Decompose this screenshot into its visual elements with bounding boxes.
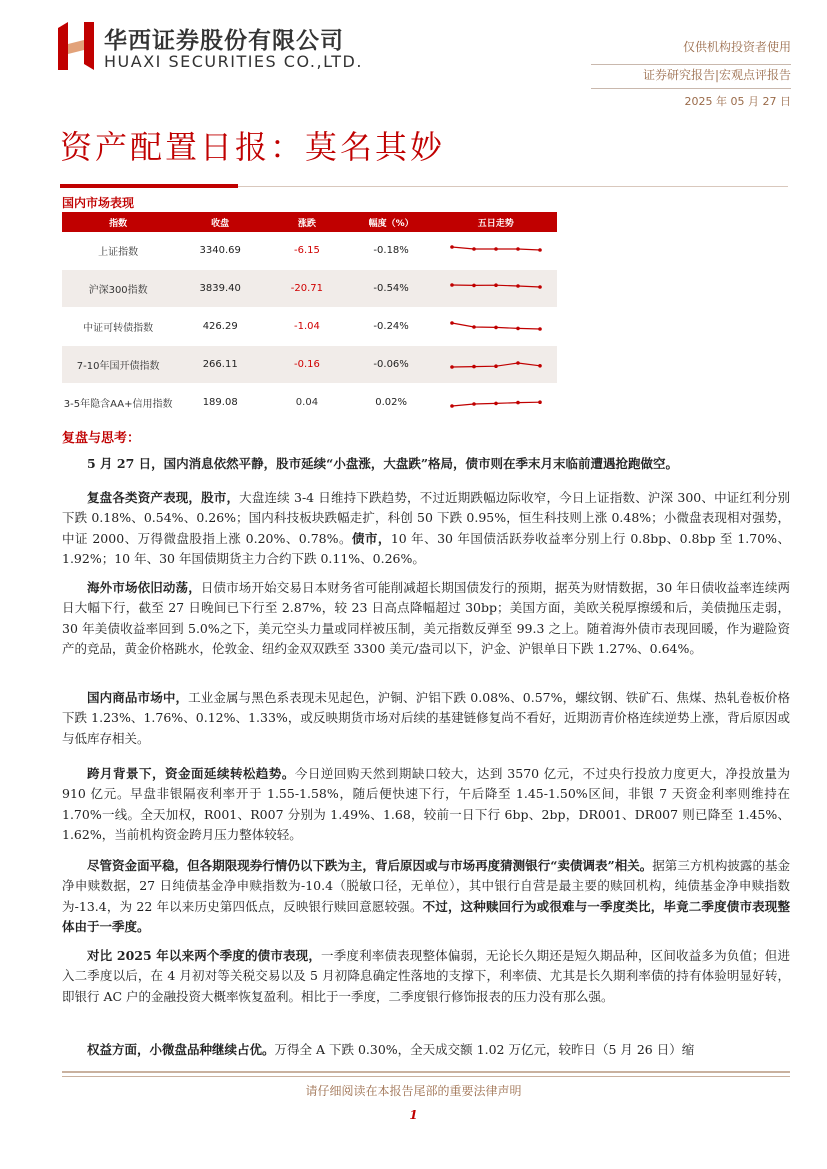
body-text: 万得全 A 下跌 0.30%，全天成交额 1.02 万亿元，较昨日（5 月 26 日）缩 [274,1042,695,1057]
header-divider [591,88,791,89]
table-row [62,346,557,384]
body-text: 一季度利率债表现整体偏弱，无论长久期还是短久期品种，区间收益多为负值；但进入二季度以后，在 4 月初对等关税交易以及 5 月初降息确定性落地的支撑下，利率债、尤其是长久期利率债的持有体验明显好转，即银行 AC 户的金融投资大概率恢复盈利。相比于一季度，二季度银行修饰报表的压力没有那么强。 [62,948,790,1004]
trend-point [538,327,542,331]
trend-point [516,361,520,365]
pct-value: -0.18% [348,232,435,270]
index-name: 中证可转债指数 [62,308,174,346]
trend-sparkline [448,281,544,297]
body-text: 日债市场开始交易日本财务省可能削减超长期国债发行的预期，据英为财情数据，30 年日债收益率连续两日大幅下行，截至 27 日晚间已下行至 2.87%，较 23 日高点降幅超过 30bp；美国方面，美欧关税厚擦缓和后，美债抛压走弱，30 年美债收益率回到 5.0%之下，美元空头力量或同样被压制，美元指数反弹至 99.3 之上。随着海外债市表现回暖，作为避险资产的竞品，黄金价格跳水，伦敦金、纽约金双双跌至 3300 美元/盎司以下，沪金、沪银单日下跌 1.27%、0.64%。 [62,580,790,656]
summary-text: 5 月 27 日，国内消息依然平静，股市延续“小盘涨，大盘跌”格局，债市则在季末月末临前遭遇抢跑做空。 [87,456,679,471]
table-row [62,270,557,308]
report-date: 2025 年 05 月 27 日 [684,95,791,108]
trend-point [494,247,498,251]
body-text: 大盘连续 3-4 日维持下跌趋势，不过近期跌幅边际收窄，今日上证指数、沪深 300、中证红利分别下跌 0.18%、0.54%、0.26%；国内科技板块跌幅走扩，科创 50 下跌 0.95%，恒生科技则上涨 0.48%；小微盘表现相对强势，中证 2000、万得微盘股指上涨 0.20%、0.78%。 [62,490,790,546]
close-value: 3839.40 [174,270,266,308]
lead-text: 对比 2025 年以来两个季度的债市表现， [87,948,322,963]
trend-point [516,400,520,404]
paragraph-equity [62,1040,790,1060]
footer-disclaimer: 请仔细阅读在本报告尾部的重要法律声明 [305,1084,522,1098]
trend-sparkline [448,243,544,259]
paragraph-asset-review [62,488,790,569]
trend-sparkline [448,395,544,411]
trend-point [450,404,454,408]
table-row [62,232,557,270]
close-value: 3340.69 [174,232,266,270]
paragraph-quarter-compare [62,946,790,1007]
company-name-cn: 华西证券股份有限公司 [104,28,344,54]
close-value: 189.08 [174,384,266,422]
table-header-row [62,212,557,232]
change-value: -20.71 [266,270,348,308]
header-divider [591,64,791,65]
change-value: -0.16 [266,346,348,384]
trend-cell [435,232,558,270]
report-title: 资产配置日报：莫名其妙 [60,128,446,166]
index-name: 7-10年国开债指数 [62,346,174,384]
change-value: -1.04 [266,308,348,346]
change-value: -6.15 [266,232,348,270]
trend-cell [435,384,558,422]
lead-text: 复盘各类资产表现，股市， [87,490,240,505]
body-text: 10 年、30 年国债活跃券收益率分别上行 0.8bp、0.8bp 至 1.70%、1.92%；10 年、30 年国债期货主力合约下跌 0.11%、0.26%。 [62,530,790,566]
trend-point [516,247,520,251]
pct-value: 0.02% [348,384,435,422]
page-number: 1 [409,1108,418,1122]
trend-point [516,326,520,330]
title-divider [238,186,788,187]
lead-text: 国内商品市场中， [87,690,189,705]
trend-cell [435,308,558,346]
report-type: 证券研究报告|宏观点评报告 [642,68,791,82]
lead-text: 跨月背景下，资金面延续转松趋势。 [87,766,295,781]
table-row [62,308,557,346]
trend-point [538,400,542,404]
trend-sparkline [448,357,544,373]
lead-text: 尽管资金面平稳，但各期限现券行情仍以下跌为主，背后原因或与市场再度猜测银行“卖债调表”相关。 [87,858,653,873]
review-section-title: 复盘与思考： [62,431,141,446]
title-accent-bar [60,184,238,188]
trend-sparkline [448,319,544,335]
lead-text: 债市， [351,530,391,546]
paragraph-summary [62,454,790,474]
company-name-en: HUAXI SECURITIES CO.,LTD. [104,52,363,71]
pct-value: -0.24% [348,308,435,346]
trend-cell [435,270,558,308]
pct-value: -0.06% [348,346,435,384]
close-value: 426.29 [174,308,266,346]
footer-divider [62,1071,790,1073]
trend-cell [435,346,558,384]
trend-point [538,364,542,368]
close-value: 266.11 [174,346,266,384]
lead-text: 不过，这种赎回行为或很难与一季度类比，毕竟二季度债市表现整体由于一季度。 [62,898,790,934]
trend-point [494,364,498,368]
trend-point [472,325,476,329]
market-section-label: 国内市场表现 [62,196,135,210]
paragraph-bond-selloff [62,856,790,937]
paragraph-commodities [62,688,790,749]
trend-point [450,321,454,325]
col-header: 幅度（%） [348,212,435,232]
trend-point [516,284,520,288]
usage-note: 仅供机构投资者使用 [682,40,791,54]
col-header: 收盘 [174,212,266,232]
index-name: 3-5年隐含AA+信用指数 [62,384,174,422]
trend-point [538,248,542,252]
footer-divider [62,1076,790,1077]
table-row [62,384,557,422]
trend-point [494,401,498,405]
trend-point [472,402,476,406]
index-name: 沪深300指数 [62,270,174,308]
body-text: 工业金属与黑色系表现未见起色，沪铜、沪铝下跌 0.08%、0.57%，螺纹钢、铁矿石、焦煤、热轧卷板价格下跌 1.23%、1.76%、0.12%、1.33%，或反映期货市场对后续的基建链修复尚不看好，近期沥青价格连续逆势上涨，背后原因或与低库存相关。 [62,690,790,746]
huaxi-logo-icon [58,22,94,70]
body-text: 据第三方机构披露的基金净申赎数据，27 日纯债基金净申赎指数为-10.4（脱敏口径，无单位），其中银行自营是最主要的赎回机构，纯债基金净申赎指数为-13.4，为 22 年以来历史第四低点，反映银行赎回意愿较强。 [62,858,790,914]
col-header: 指数 [62,212,174,232]
paragraph-overseas [62,578,790,659]
lead-text: 海外市场依旧动荡， [87,580,201,595]
paragraph-liquidity [62,764,790,845]
trend-point [494,325,498,329]
body-text: 今日逆回购天然到期缺口较大，达到 3570 亿元，不过央行投放力度更大，净投放量为 910 亿元。早盘非银隔夜利率开于 1.55-1.58%，随后便快速下行，午后降至 1.45-1.50%区间，非银 7 天资金利率则维持在 1.70%一线。全天加权，R001、R007 分别为 1.49%、1.68，较前一日下行 6bp、2bp，DR001、DR007 则已降至 1.45%、1.62%，当前机构资金跨月压力整体较轻。 [62,766,790,842]
trend-point [472,247,476,251]
index-name: 上证指数 [62,232,174,270]
market-table [62,212,557,422]
trend-point [538,285,542,289]
col-header: 涨跌 [266,212,348,232]
trend-point [472,364,476,368]
trend-point [450,365,454,369]
trend-point [494,283,498,287]
lead-text: 权益方面，小微盘品种继续占优。 [87,1042,275,1057]
change-value: 0.04 [266,384,348,422]
pct-value: -0.54% [348,270,435,308]
trend-point [450,283,454,287]
col-header: 五日走势 [435,212,558,232]
trend-point [472,283,476,287]
trend-point [450,245,454,249]
